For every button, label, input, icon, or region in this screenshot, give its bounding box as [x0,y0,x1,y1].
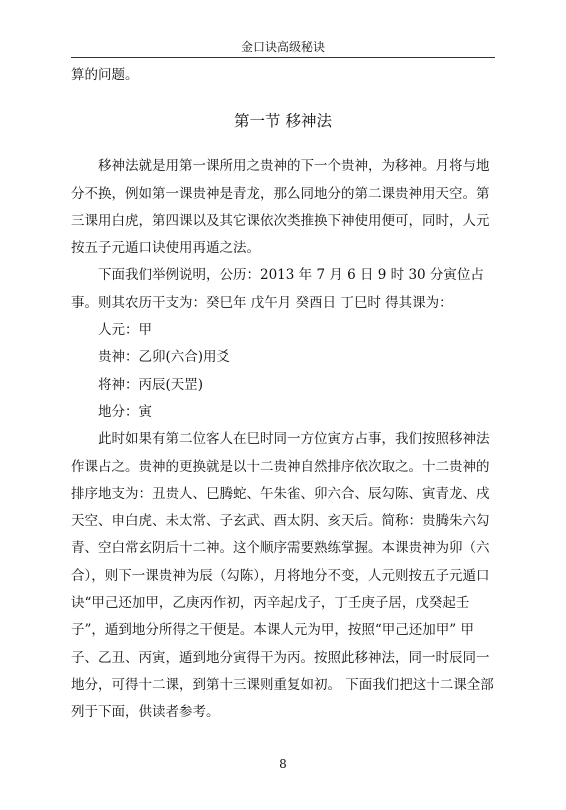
header-rule [71,57,495,58]
paragraph-explanation: 此时如果有第二位客人在巳时同一方位寅方占事，我们按照移神法作课占之。贵神的更换就是以十二贵神自然排序依次取之。十二贵神的排序地支为：丑贵人、巳腾蛇、午朱雀、卯六合、辰勾陈、寅青龙、戌天空、申白虎、未太常、子玄武、酉太阴、亥天后。简称：贵腾朱六勾青、空白常玄阴后十二神。这个顺序需要熟练掌握。本课贵神为卯（六合），则下一课贵神为辰（勾陈），月将地分不变，人元则按五子元遁口诀“甲己还加甲，乙庚丙作初，丙辛起戊子，丁壬庚子居，戊癸起壬子”，遁到地分所得之干便是。本课人元为甲，按照“甲己还加甲” 甲子、乙丑、丙寅，遁到地分寅得干为丙。按照此移神法，同一时辰同一地分，可得十二课，到第十三课则重复如初。 下面我们把这十二课全部列于下面，供读者参考。 [71,431,494,721]
line-jiangshen: 将神：丙辰(天罡) [98,376,204,393]
lead-line: 算的问题。 [71,67,139,83]
paragraph-example-intro: 下面我们举例说明，公历：2013 年 7 月 6 日 9 时 30 分寅位占事。则其农历干支为：癸巳年 戊午月 癸酉日 丁巳时 得其课为： [71,267,484,311]
running-header: 金口诀高级秘诀 [240,40,325,54]
section-title: 第一节 移神法 [234,112,332,131]
paragraph-definition: 移神法就是用第一课所用之贵神的下一个贵神，为移神。月将与地分不换，例如第一课贵神是青龙，那么同地分的第二课贵神用天空。第三课用白虎，第四课以及其它课依次类推换下神使用便可，同时，人元按五子元遁口诀使用再遁之法。 [71,158,490,257]
page-number: 8 [279,757,287,771]
line-renyuan: 人元：甲 [98,322,152,339]
line-difen: 地分：寅 [98,403,152,420]
line-guishen: 贵神：乙卯(六合)用爻 [98,349,231,366]
page-body [71,62,495,727]
